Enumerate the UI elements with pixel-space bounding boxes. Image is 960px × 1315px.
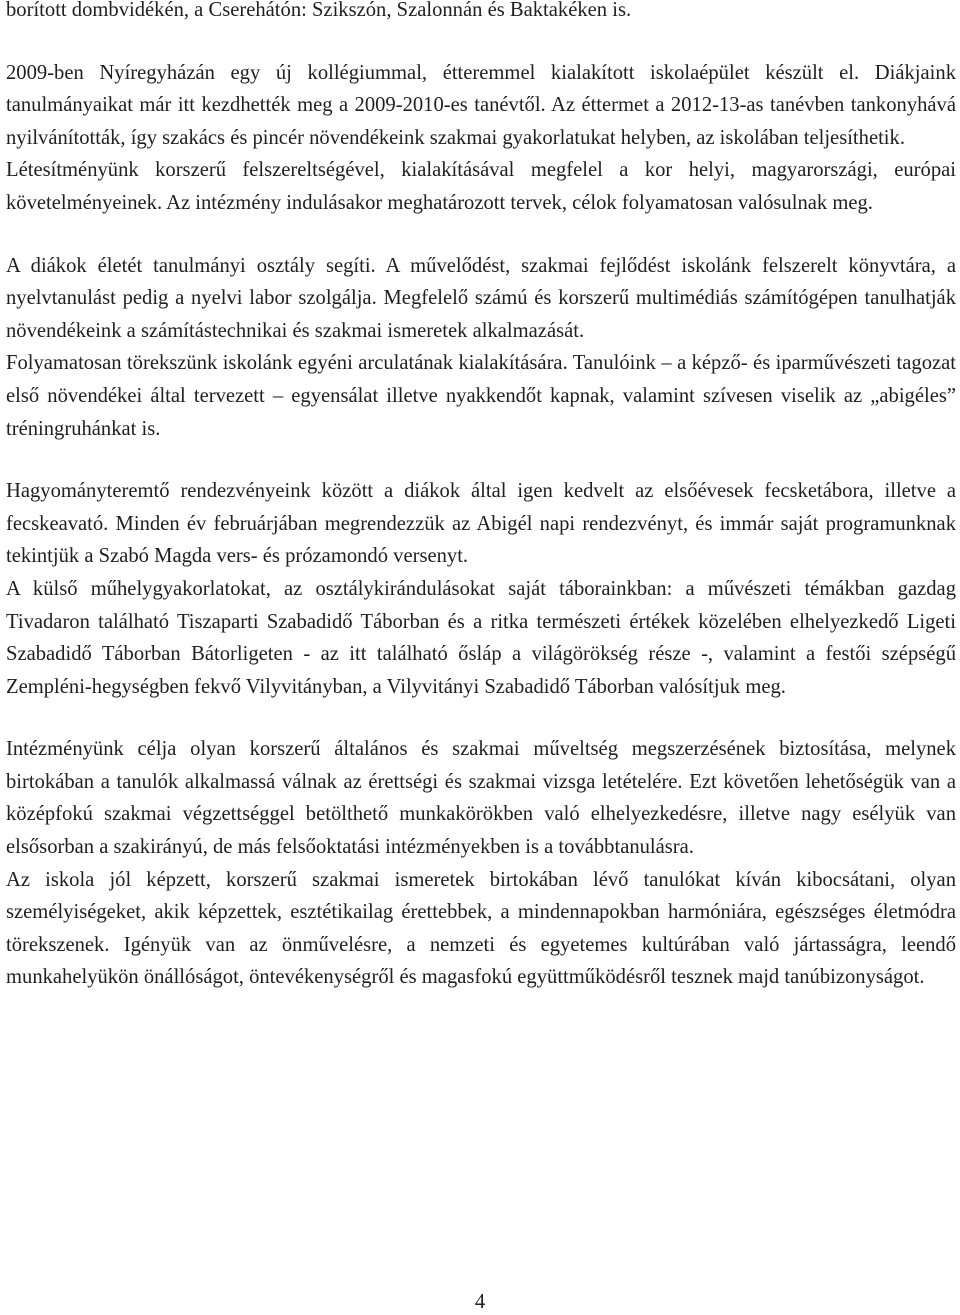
- paragraph-9: Az iskola jól képzett, korszerű szakmai ismeretek birtokában lévő tanulókat kíván kibocsátani, olyan személyiségeket, akik képzettek, esztétikailag érettebbek, a mindennapokban harmóniára, egészséges életmódra törekszenek. Igényük van az önművelésre, a nemzeti és egyetemes kultúrában való jártasságra, leendő munkahelyükön önállóságot, öntevékenységről és magasfokú együttműködésről tesznek majd tanúbizonyságot.: [6, 868, 956, 989]
- document-page: [6, 0, 956, 1315]
- paragraph-8: Intézményünk célja olyan korszerű általános és szakmai műveltség megszerzésének biztosítása, melynek birtokában a tanulók alkalmassá válnak az érettségi és szakmai vizsga letételére. Ezt követően lehetőségük van a középfokú szakmai végzettséggel betölthető munkakörökben való elhelyezkedésre, illetve nagy esélyük van elsősorban a szakirányú, de más felsőoktatási intézményekben is a továbbtanulásra.: [6, 738, 956, 859]
- page-number: 4: [474, 1291, 486, 1313]
- paragraph-3: Létesítményünk korszerű felszereltségével, kialakításával megfelel a kor helyi, magyarországi, európai követelményeinek. Az intézmény indulásakor meghatározott tervek, célok folyamatosan valósulnak meg.: [6, 159, 956, 214]
- body-text: [6, 0, 956, 994]
- paragraph-6: Hagyományteremtő rendezvényeink között a diákok által igen kedvelt az elsőévesek fecsketábora, illetve a fecskeavató. Minden év februárjában megrendezzük az Abigél napi rendezvényt, és immár saját programunknak tekintjük a Szabó Magda vers- és prózamondó versenyt.: [6, 480, 956, 568]
- paragraph-4: A diákok életét tanulmányi osztály segíti. A művelődést, szakmai fejlődést iskolánk felszerelt könyvtára, a nyelvtanulást pedig a nyelvi labor szolgálja. Megfelelő számú és korszerű multimédiás számítógépen tanulhatják növendékeink a számítástechnikai és szakmai ismeretek alkalmazását.: [6, 254, 956, 342]
- paragraph-2: 2009-ben Nyíregyházán egy új kollégiummal, étteremmel kialakított iskolaépület készült el. Diákjaink tanulmányaikat már itt kezdhették meg a 2009-2010-es tanévtől. Az éttermet a 2012-13-as tanévben tankonyhává nyilvánították, így szakács és pincér növendékeink szakmai gyakorlatukat helyben, az iskolában teljesíthetik.: [6, 61, 956, 149]
- paragraph-1: borított dombvidékén, a Cserehátón: Szikszón, Szalonnán és Baktakéken is.: [6, 0, 632, 21]
- paragraph-7: A külső műhelygyakorlatokat, az osztálykirándulásokat saját táborainkban: a művészeti témákban gazdag Tivadaron található Tiszaparti Szabadidő Táborban és a ritka természeti értékek közelében elhelyezkedő Ligeti Szabadidő Táborban Bátorligeten - az itt található ősláp a világörökség része -, valamint a festői szépségű Zempléni-hegységben fekvő Vilyvitányban, a Vilyvitányi Szabadidő Táborban valósítjuk meg.: [6, 577, 956, 698]
- paragraph-5: Folyamatosan törekszünk iskolánk egyéni arculatának kialakítására. Tanulóink – a képző- és iparművészeti tagozat első növendékei által tervezett – egyensálat illetve nyakkendőt kapnak, valamint szívesen viselik az „abigéles” tréningruhánkat is.: [6, 352, 956, 440]
